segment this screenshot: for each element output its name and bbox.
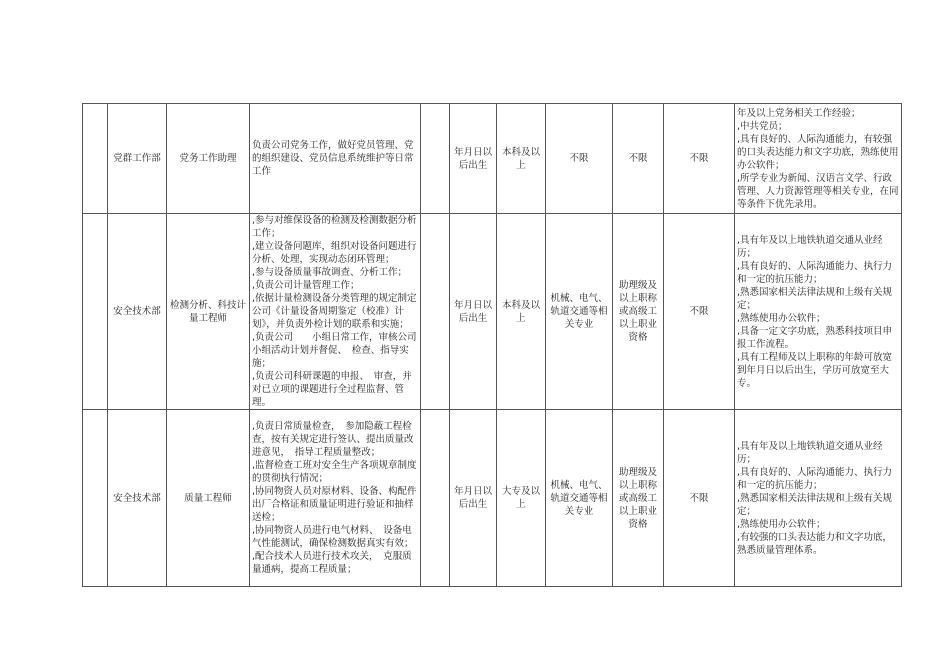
title-cell: 不限 bbox=[613, 104, 664, 214]
experience-cell: 不限 bbox=[664, 410, 735, 587]
age-cell: 年月日以后出生 bbox=[450, 410, 497, 587]
requirements-cell bbox=[735, 214, 902, 410]
requirement-line: ,具有良好的、人际沟通能力、执行力和一定的抗压能力； bbox=[737, 260, 893, 285]
blank-cell bbox=[421, 214, 450, 410]
job-requirements-table bbox=[82, 103, 902, 587]
index-cell bbox=[83, 410, 108, 587]
experience-cell: 不限 bbox=[664, 104, 735, 214]
department-cell: 安全技术部 bbox=[108, 214, 167, 410]
duty-line: ,负责日常质量检查， 参加隐蔽工程检查，按有关规定进行签认、提出质量改进意见， 指导工程质量整改； bbox=[252, 421, 414, 458]
requirement-line: ,熟练使用办公软件； bbox=[737, 518, 826, 530]
duty-line: ,配合技术人员进行技术攻关， 克服质量通病，提高工程质量； bbox=[252, 551, 412, 575]
duty-line: ,协同物资人员对原材料、设备、构配件出厂合格证和质量证明进行验证和抽样送检； bbox=[252, 486, 417, 523]
duties-cell bbox=[250, 410, 421, 587]
education-cell: 本科及以上 bbox=[497, 214, 546, 410]
duty-line: ,参与对维保设备的检测及检测数据分析工作； bbox=[252, 215, 417, 239]
duties-cell bbox=[250, 104, 421, 214]
position-cell: 检测分析、科技计量工程师 bbox=[167, 214, 250, 410]
position-cell: 党务工作助理 bbox=[167, 104, 250, 214]
requirement-line: ,具有工程师及以上职称的年龄可放宽到年月日以后出生，学历可放宽至大专。 bbox=[737, 351, 893, 389]
title-cell: 助理级及以上职称或高级工以上职业资格 bbox=[613, 214, 664, 410]
requirement-line: 年及以上党务相关工作经验； bbox=[737, 107, 861, 119]
department-cell: 安全技术部 bbox=[108, 410, 167, 587]
table-row bbox=[83, 104, 902, 214]
experience-cell: 不限 bbox=[664, 214, 735, 410]
requirement-line: ,具有年及以上地铁轨道交通从业经历； bbox=[737, 440, 883, 465]
age-cell: 年月日以后出生 bbox=[450, 214, 497, 410]
requirement-line: ,具备一定文字功底，熟悉科技项目申报工作流程。 bbox=[737, 325, 893, 350]
requirement-line: ,熟悉国家相关法律法规和上级有关规定； bbox=[737, 286, 893, 311]
duty-line: 负责公司党务工作，做好党员管理、党的组织建设、党员信息系统维护等日常工作 bbox=[252, 140, 414, 177]
table-row bbox=[83, 410, 902, 587]
duty-line: ,参与设备质量事故调查、分析工作； bbox=[252, 267, 408, 278]
title-cell: 助理级及以上职称或高级工以上职业资格 bbox=[613, 410, 664, 587]
requirements-cell bbox=[735, 410, 902, 587]
requirement-line: ,具有良好的、人际沟通能力，有较强的口头表达能力和文字功底，熟练使用办公软件； bbox=[737, 133, 899, 171]
duty-line: ,负责公司 小组日常工作，审核公司 小组活动计划并督促、 检查、指导实施； bbox=[252, 332, 436, 369]
department-cell: 党群工作部 bbox=[108, 104, 167, 214]
duty-line: ,负责公司计量管理工作； bbox=[252, 280, 360, 291]
duty-line: ,监督检查工班对安全生产各项规章制度的贯彻执行情况； bbox=[252, 460, 417, 484]
requirements-cell bbox=[735, 104, 902, 214]
requirement-line: ,具有良好的、人际沟通能力、执行力和一定的抗压能力； bbox=[737, 466, 893, 491]
blank-cell bbox=[421, 104, 450, 214]
position-cell: 质量工程师 bbox=[167, 410, 250, 587]
major-cell: 机械、电气、轨道交通等相关专业 bbox=[546, 410, 613, 587]
requirement-line: ,熟练使用办公软件； bbox=[737, 312, 826, 324]
major-cell: 机械、电气、轨道交通等相关专业 bbox=[546, 214, 613, 410]
major-cell: 不限 bbox=[546, 104, 613, 214]
requirement-line: ,中共党员； bbox=[737, 120, 788, 132]
requirement-line: ,有较强的口头表达能力和文字功底，熟悉质量管理体系。 bbox=[737, 531, 893, 556]
index-cell bbox=[83, 214, 108, 410]
requirement-line: ,具有年及以上地铁轨道交通从业经历； bbox=[737, 234, 883, 259]
table-row bbox=[83, 214, 902, 410]
duties-cell bbox=[250, 214, 436, 410]
requirement-line: ,熟悉国家相关法律法规和上级有关规定； bbox=[737, 492, 893, 517]
duty-line: ,负责公司科研课题的申报、 审查，并对已立项的课题进行全过程监督、管理。 bbox=[252, 371, 412, 408]
duty-line: ,依据计量检测设备分类管理的规定制定公司《计量设备周期鉴定（校准）计划》，并负责外检计划的联系和实施； bbox=[252, 293, 417, 330]
duty-line: ,协同物资人员进行电气材料、 设备电气性能测试，确保检测数据真实有效； bbox=[252, 525, 414, 549]
index-cell bbox=[83, 104, 108, 214]
duty-line: ,建立设备问题库，组织对设备问题进行分析、处理，实现动态闭环管理； bbox=[252, 241, 417, 265]
age-cell: 年月日以后出生 bbox=[450, 104, 497, 214]
education-cell: 本科及以上 bbox=[497, 104, 546, 214]
requirement-line: ,所学专业为新闻、汉语言文学、行政管理、人力资源管理等相关专业，在同等条件下优先录用。 bbox=[737, 172, 899, 210]
blank-cell bbox=[421, 410, 450, 587]
education-cell: 大专及以上 bbox=[497, 410, 546, 587]
